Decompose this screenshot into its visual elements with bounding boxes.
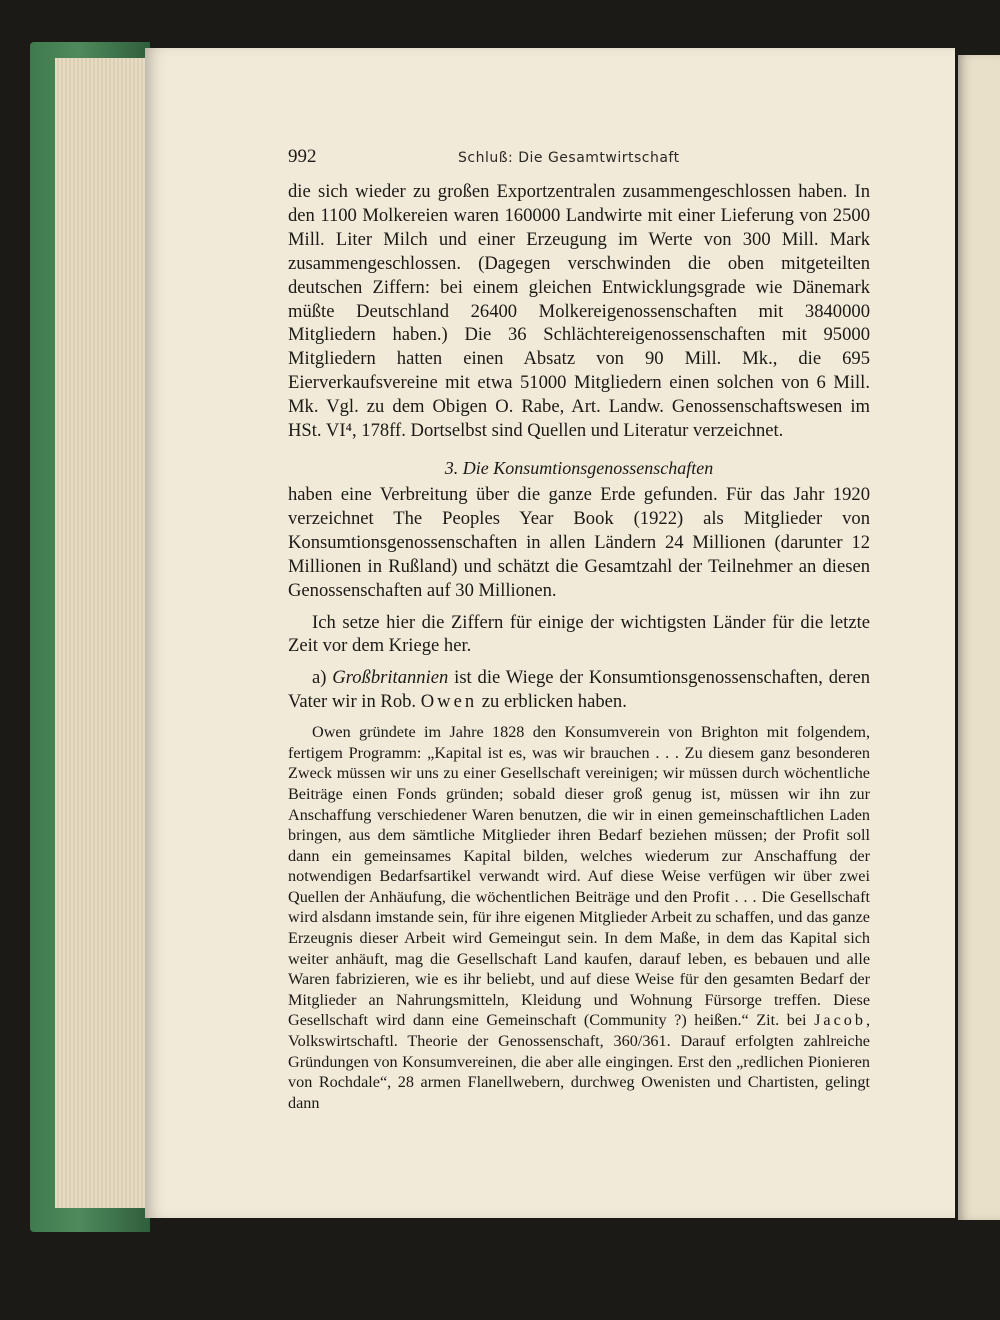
section-title: 3. Die Konsumtionsgenossenschaften [444,457,714,478]
facing-page-edge [958,55,1000,1220]
paragraph-owen-quote [288,722,870,1113]
paragraph-text: ist die Wiege der Konsumtionsgenossenschaften, deren Vater wir in Rob. [288,667,870,713]
quote-text: , Volkswirtschaftl. Theorie der Genossenschaft, 360/361. Darauf erfolgten zahlreiche Gründungen von Konsumvereinen, die aber alle eingingen. Erst den „redlichen Pionieren von Rochdale“, 28 armen Flanellwebern, durchweg Owenisten und Chartisten, gelingt dann [288,1011,870,1112]
quote-text: Owen gründete im Jahre 1828 den Konsumverein von Brighton mit folgendem, fertigem Programm: „Kapital ist es, was wir brauchen . . . Zu diesem ganz besonderen Zweck müssen wir uns zu einer Gesellschaft vereinigen; wir müssen durch wöchentliche Beiträge einen Fonds gründen; sobald dieser groß genug ist, müssen wir ihn zur Anschaffung verschiedener Waren benutzen, die wir in einen gemeinschaftlichen Laden bringen, aus dem sämtliche Mitglieder ihren Bedarf beziehen müssen; der Profit soll dann ein gemeinsames Kapital bilden, welches wiederum zur Anschaffung der notwendigen Bedarfsartikel verwandt wird. Auf diese Weise verfügen wir über zwei Quellen der Anhäufung, die wöchentlichen Beiträge und den Profit . . . Die Gesellschaft wird alsdann imstande sein, für ihre eigenen Mitglieder Arbeit zu schaffen, und das ganze Erzeugnis dieser Arbeit wird Gemeingut sein. In dem Maße, in dem das Kapital sich weiter anhäuft, mag die Gesellschaft Land kaufen, darauf leben, es bebauen und alle Waren fabrizieren, wie es ihr beliebt, und auf diese Weise für den gesamten Bedarf der Mitglieder an Nahrungsmitteln, Kleidung und Wohnung Fürsorge treffen. Diese Gesellschaft wird dann eine Gemeinschaft (Community ?) heißen.“ Zit. bei [288,723,870,1030]
page-header [288,146,870,180]
author-name: Jacob [814,1011,866,1030]
paragraph-text: zu erblicken haben. [477,691,627,713]
page-edges [55,58,155,1208]
running-head: Schluß: Die Gesamtwirtschaft [458,150,680,166]
paragraph-consumer-cooperatives: haben eine Verbreitung über die ganze Erde gefunden. Für das Jahr 1920 verzeichnet The Peoples Year Book (1922) als Mitglieder von Konsumtionsgenossenschaften in allen Ländern 24 Millionen (darunter 12 Millionen in Rußland) und schätzt die Gesamtzahl der Teilnehmer an diesen Genossenschaften auf 30 Millionen. [288,483,870,601]
paragraph-great-britain [288,666,870,714]
paragraph-dairy-cooperatives: die sich wieder zu großen Exportzentralen zusammengeschlossen haben. In den 1100 Molkereien waren 160000 Landwirte mit einer Lieferung von 2500 Mill. Liter Milch und einer Erzeugung im Werte von 300 Mill. Mark zusammengeschlossen. (Dagegen verschwinden die oben mitgeteilten deutschen Ziffern: bei einem gleichen Entwicklungsgrade wie Dänemark müßte Deutschland 26400 Molkereigenossenschaften mit 3840000 Mitgliedern haben.) Die 36 Schlächtereigenossenschaften mit 95000 Mitgliedern hatten einen Absatz von 90 Mill. Mk., die 695 Eierverkaufsvereine mit etwa 51000 Mitgliedern einen solchen von 6 Mill. Mk. Vgl. zu dem Obigen O. Rabe, Art. Landw. Genossenschaftswesen im HSt. VI⁴, 178ff. Dortselbst sind Quellen und Literatur verzeichnet. [288,181,870,442]
page-content [288,146,870,1113]
list-marker: a) [312,667,333,689]
country-name: Großbritannien [332,667,449,689]
paragraph-figures-intro: Ich setze hier die Ziffern für einige der wichtigsten Länder für die letzte Zeit vor dem Kriege her. [288,611,870,657]
page-number: 992 [288,146,317,167]
person-name: Owen [420,691,478,713]
